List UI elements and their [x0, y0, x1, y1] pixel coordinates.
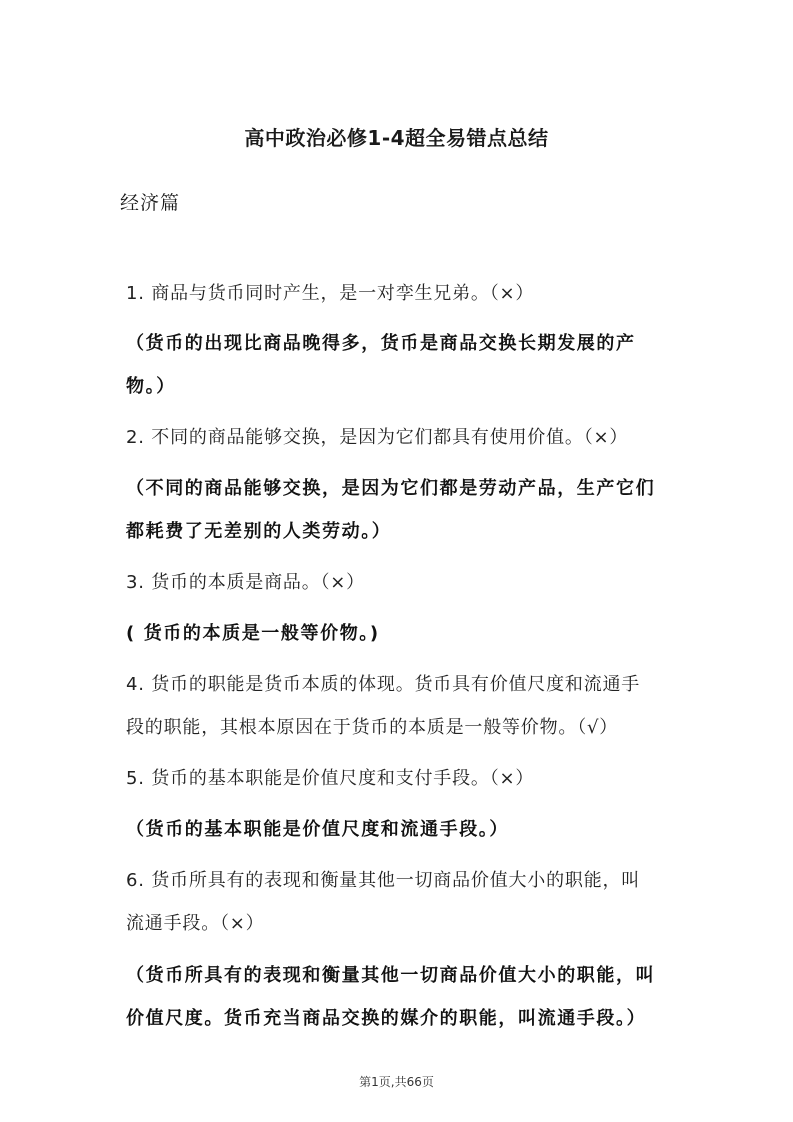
answer-3: ( 货币的本质是一般等价物。): [126, 623, 380, 644]
question-1: 1. 商品与货币同时产生，是一对孪生兄弟。（×）: [126, 283, 535, 304]
answer-1-line-2: 物。）: [126, 376, 176, 397]
answer-5: （货币的基本职能是价值尺度和流通手段。）: [126, 819, 509, 840]
answer-2-line-1: （不同的商品能够交换，是因为它们都是劳动产品，生产它们: [126, 478, 656, 499]
page-title: 高中政治必修1-4超全易错点总结: [244, 126, 549, 150]
answer-1-line-1: （货币的出现比商品晚得多，货币是商品交换长期发展的产: [126, 333, 636, 354]
question-4-line-2: 段的职能，其根本原因在于货币的本质是一般等价物。（√）: [126, 717, 619, 738]
question-2: 2. 不同的商品能够交换，是因为它们都具有使用价值。（×）: [126, 427, 629, 448]
question-3: 3. 货币的本质是商品。（×）: [126, 572, 365, 593]
question-6-line-1: 6. 货币所具有的表现和衡量其他一切商品价值大小的职能，叫: [126, 870, 641, 891]
answer-2-line-2: 都耗费了无差别的人类劳动。）: [126, 521, 392, 542]
question-6-line-2: 流通手段。（×）: [126, 913, 265, 934]
page-footer: 第1页,共66页: [359, 1075, 434, 1089]
answer-6-line-1: （货币所具有的表现和衡量其他一切商品价值大小的职能，叫: [126, 965, 656, 986]
section-heading: 经济篇: [120, 192, 181, 214]
question-4-line-1: 4. 货币的职能是货币本质的体现。货币具有价值尺度和流通手: [126, 674, 641, 695]
answer-6-line-2: 价值尺度。货币充当商品交换的媒介的职能，叫流通手段。）: [126, 1008, 647, 1029]
question-5: 5. 货币的基本职能是价值尺度和支付手段。（×）: [126, 768, 535, 789]
